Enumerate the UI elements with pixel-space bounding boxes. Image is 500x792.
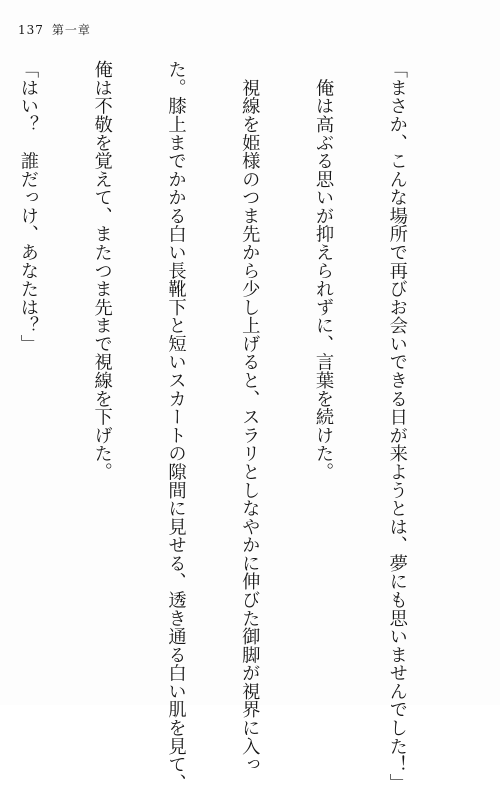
text-line: 視線を姫様のつま先から少し上げると、スラリとしなやかに伸びた御脚が視界に入っ [239,60,261,774]
text-line: 俺は不敬を覚えて、またつま先まで視線を下げた。 [91,60,113,481]
text-line: 「はい？ 誰だっけ、あなたは？」 [17,60,39,353]
text-line: た。膝上までかかる白い長靴下と短いスカートの隙間に見せる、透き通る白い肌を見て、 [165,60,187,792]
text-line: 「まさか、こんな場所で再びお会いできる日が来ようとは、夢にも思いませんでした！」 [386,60,408,792]
text-line: 俺は高ぶる思いが抑えられずに、言葉を続けた。 [313,60,335,481]
running-head [18,21,91,38]
page-number: 137 [18,23,44,37]
vertical-text-body [17,60,458,792]
chapter-title: 第一章 [51,23,91,37]
